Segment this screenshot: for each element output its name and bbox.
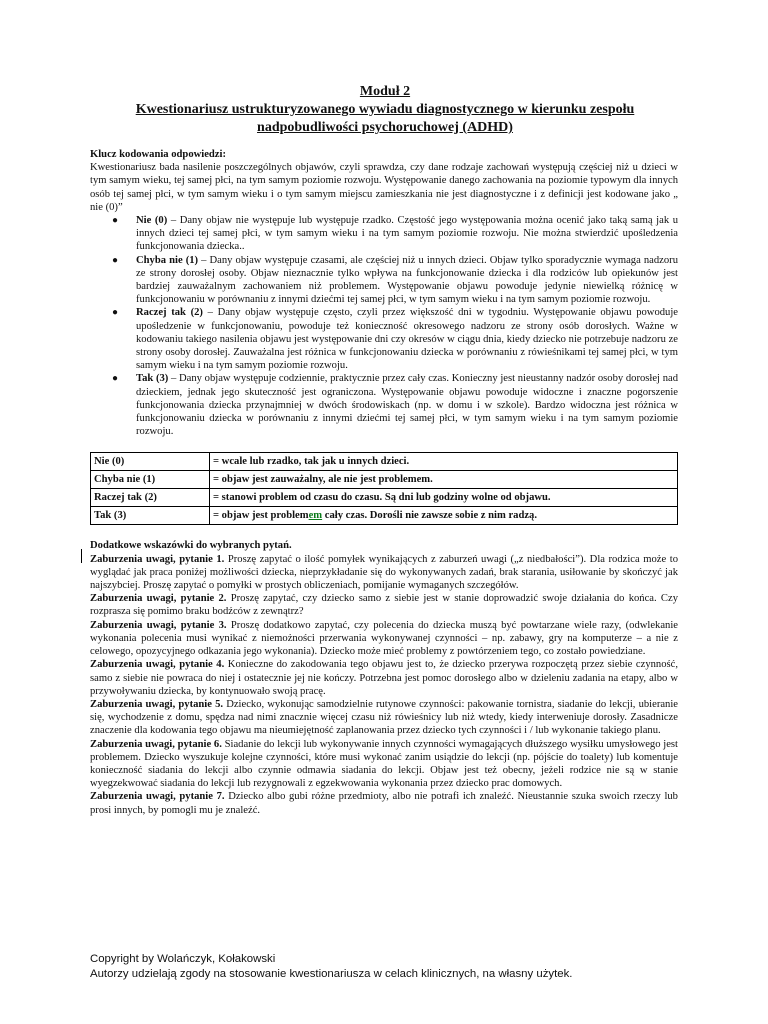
table-cell-meaning: = objaw jest zauważalny, ale nie jest problemem. <box>210 471 678 489</box>
document-title-line-2: nadpobudliwości psychoruchowej (ADHD) <box>257 120 513 135</box>
coding-key-item: ● Nie (0) – Dany objaw nie występuje lub występuje rzadko. Częstość jego występowania można ocenić jako taką samą jak u innych dzieci tej samej płci, w tym samym wieku i na tym samym poziomie rozwoju. Nie można stwierdzić upośledzenia funkcjonowania dziecka.. <box>112 215 678 253</box>
document-header <box>90 83 680 137</box>
hint-paragraph: Zaburzenia uwagi, pytanie 2. Proszę zapytać, czy dziecko samo z siebie jest w stanie doprowadzić swoje działania do końca. Czy rozprasza się pomimo braku bodźców z zewnątrz? <box>90 593 678 618</box>
document-title-line-1: Kwestionariusz ustrukturyzowanego wywiadu diagnostycznego w kierunku zespołu <box>135 102 635 117</box>
bullet-icon: ● <box>112 215 119 227</box>
spellcheck-highlight: em <box>308 510 323 522</box>
hint-paragraph: Zaburzenia uwagi, pytanie 4. Konieczne do zakodowania tego objawu jest to, że dziecko przerywa rozpoczętą przez siebie czynność, samo z siebie nie powraca do niej i ostatecznie jej nie kończy. Potrzebna jest pomoc dorosłego albo w dzieleniu zadania na etapy, albo w przywoływaniu dziecka, by kontynuowało swoją pracę. <box>90 659 678 697</box>
bullet-icon: ● <box>112 373 119 385</box>
hint-paragraph: Zaburzenia uwagi, pytanie 1. Proszę zapytać o ilość pomyłek wynikających z zaburzeń uwagi („z niedbałości”). Dla rodzica może to wyglądać jak praca poniżej możliwości dziecka, nieprzykładanie się do wykonywanych zadań, brak starania, usiłowanie by skończyć jak najszybciej. Proszę zapytać o pomyłki w prostych obliczeniach, pomijanie wymaganych szczegółów. <box>90 553 678 592</box>
table-cell-code: Tak (3) <box>91 507 210 525</box>
consent-line: Autorzy udzielają zgody na stosowanie kwestionariusza w celach klinicznych, na własny użytek. <box>90 968 573 980</box>
coding-key-heading: Klucz kodowania odpowiedzi: <box>90 149 226 160</box>
coding-key-item: ● Raczej tak (2) – Dany objaw występuje często, czyli przez większość dni w tygodniu. Występowanie objawu powoduje upośledzenie w funkcjonowaniu, powoduje też konieczność okresowego nadzoru ze strony osób dorosłych. Ważne w kodowaniu takiego nasilenia objawu jest występowanie dni czy okresów w ciągu dnia, kiedy dziecko nie potrzebuje nadzoru ze strony osoby dorosłej. Zauważalna jest różnica w funkcjonowaniu dziecka w porównaniu z rówieśnikami tej samej płci, w tym samym wieku i na tym samym poziomie rozwoju. <box>112 307 678 372</box>
table-cell-meaning: = stanowi problem od czasu do czasu. Są dni lub godziny wolne od objawu. <box>210 489 678 507</box>
hint-paragraph: Zaburzenia uwagi, pytanie 5. Dziecko, wykonując samodzielnie rutynowe czynności: pakowanie tornistra, siadanie do lekcji, ubieranie się, wychodzenie z domu, spędza nad nimi znacznie więcej czasu niż rówieśnicy lub niż wtedy, kiedy interweniuje dorosły. Zasadnicze znaczenie dla kodowania tego objawu ma nieumiejętność zaplanowania przez dziecko tych czynności i / lub wykonanie takiego planu. <box>90 698 678 737</box>
text-cursor <box>81 549 82 563</box>
document-footer <box>90 952 572 982</box>
table-cell-code: Nie (0) <box>91 453 210 471</box>
table-cell-meaning: = wcale lub rzadko, tak jak u innych dzieci. <box>210 453 678 471</box>
hint-paragraph: Zaburzenia uwagi, pytanie 7. Dziecko albo gubi różne przedmioty, albo nie potrafi ich znaleźć. Nieustannie szuka swoich rzeczy lub prosi innych, by pomogli mu je znaleźć. <box>90 791 678 816</box>
coding-key-intro: Kwestionariusz bada nasilenie poszczególnych objawów, czyli sprawdza, czy dane rodzaje zachowań występują częściej niż u dzieci w tym samym wieku, tej samej płci, na tym samym poziomie rozwoju. Występowanie danego zachowania na poziomie typowym dla innych osób tej samej płci, w tym samym wieku i o tym samym miejscu zamieszkania nie jest diagnostyczne i z definicji jest kodowane jako „ nie (0)” <box>90 162 678 213</box>
additional-hints-heading: Dodatkowe wskazówki do wybranych pytań. <box>90 540 292 552</box>
coding-key-item: ● Tak (3) – Dany objaw występuje codziennie, praktycznie przez cały czas. Konieczny jest nieustanny nadzór osoby dorosłej nad dzieckiem, jednak jego skuteczność jest ograniczona. Występowanie objawu powoduje widoczne i znaczne pogorszenie funkcjonowania dziecka przynajmniej w dwóch środowiskach (np. w domu i w szkole). Bardzo widoczna jest różnica w funkcjonowaniu dziecka w porównaniu z innymi dziećmi tej samej płci, w tym samym wieku i na tym samym poziomie rozwoju. <box>112 373 678 438</box>
copyright-line: Copyright by Wolańczyk, Kołakowski <box>90 953 276 965</box>
module-title: Moduł 2 <box>359 84 411 99</box>
hint-paragraph: Zaburzenia uwagi, pytanie 6. Siadanie do lekcji lub wykonywanie innych czynności wymagających dłuższego wysiłku umysłowego jest problemem. Dziecko wyszukuje kolejne czynności, które musi wykonać zanim usiądzie do lekcji (np. pójście do toalety) lub komentuje konieczność siadania do lekcji albo czynnie odmawia siadania do lekcji. Objaw jest też obecny, jeżeli rodzice nie są w stanie wyegzekwować siadania do lekcji lub rezygnowali z egzekwowania wykonania przez dziecko prac domowych. <box>90 738 678 790</box>
table-cell-code: Chyba nie (1) <box>91 471 210 489</box>
table-row <box>91 489 678 507</box>
table-cell-code: Raczej tak (2) <box>91 489 210 507</box>
document-body <box>90 148 678 817</box>
table-cell-meaning: = objaw jest problemem cały czas. Dorośli nie zawsze sobie z nim radzą. <box>210 507 678 525</box>
coding-key-item: ● Chyba nie (1) – Dany objaw występuje czasami, ale częściej niż u innych dzieci. Objaw tylko sporadycznie wymaga nadzoru ze strony dorosłej osoby. Objaw nieznacznie tylko wpływa na funkcjonowanie dziecka i dla rodziców lub opiekunów jest bardziej zauważalnym zachowaniem niż problemem. Występowanie objawu powoduje jedynie niewielką różnicę w funkcjonowaniu w porównaniu z innymi dziećmi tej samej płci, w tym samym wieku i na tym samym poziomie rozwoju. <box>112 254 678 306</box>
coding-key-list <box>90 214 678 438</box>
codes-summary-table <box>90 452 678 525</box>
bullet-icon: ● <box>112 254 119 266</box>
table-row <box>91 453 678 471</box>
table-row <box>91 507 678 525</box>
table-row <box>91 471 678 489</box>
hint-paragraph: Zaburzenia uwagi, pytanie 3. Proszę dodatkowo zapytać, czy polecenia do dziecka muszą być powtarzane wiele razy, (odwlekanie wykonania polecenia musi wynikać z niemożności przerwania wykonywanej czynności – np. zabawy, gry na komputerze – a nie z celowego, opozycyjnego odkazania jego wykonania). Dziecko może mieć problemy z powtórzeniem tego, co zostało powiedziane. <box>90 619 678 658</box>
bullet-icon: ● <box>112 307 119 319</box>
